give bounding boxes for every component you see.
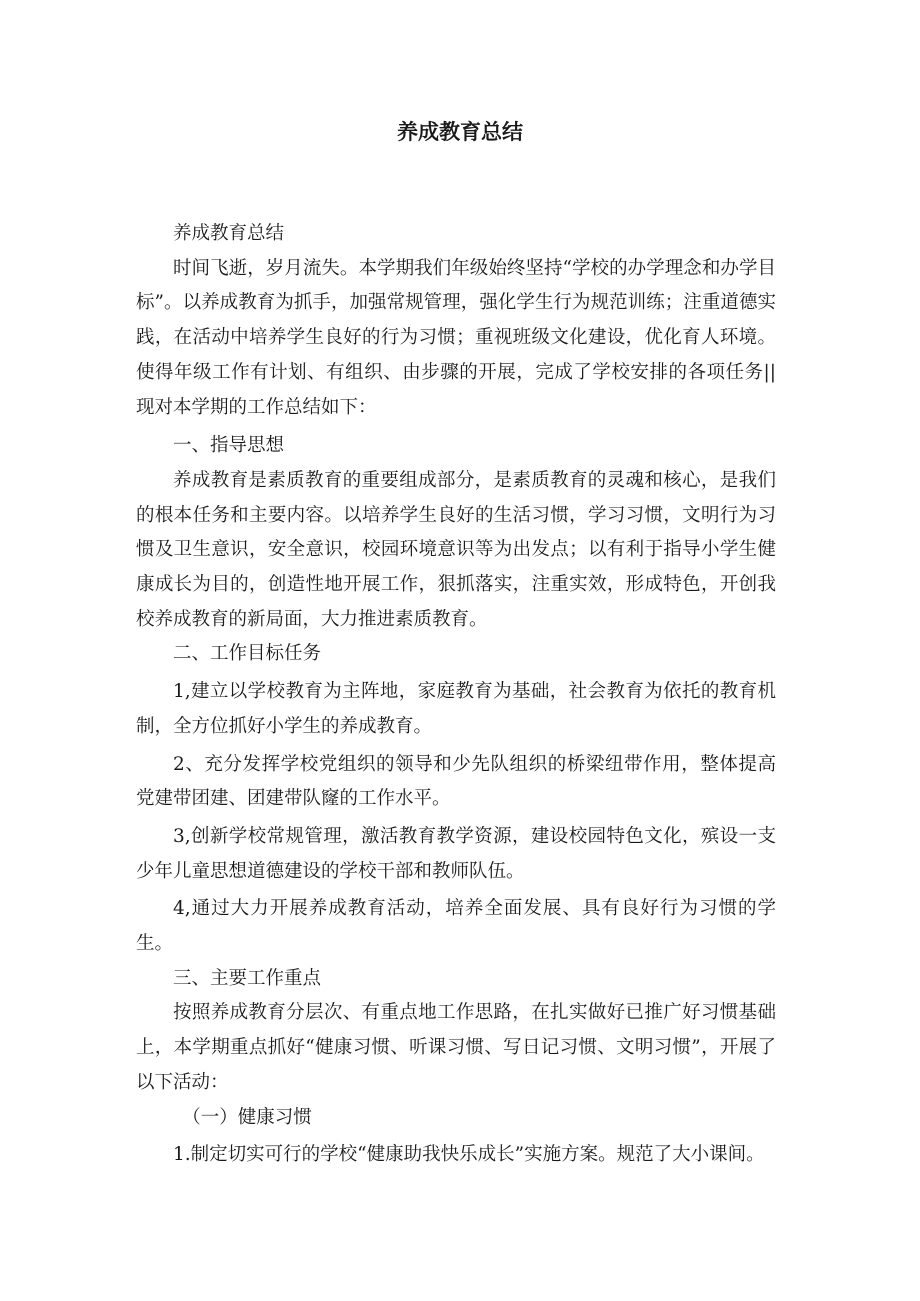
subsection-heading-health-habits: （一）健康习惯 xyxy=(182,1106,312,1128)
goal-item-3: 3,创新学校常规管理，激活教育教学资源，建设校园特色文化，殡设一支少年儿童思想道德建设的学校干部和教师队伍。 xyxy=(136,825,776,882)
key-work-paragraph: 按照养成教育分层次、有重点地工作思路，在扎实做好已推广好习惯基础上，本学期重点抓好“健康习惯、听课习惯、写日记习惯、文明习惯”，开展了以下活动： xyxy=(136,1002,776,1093)
subtitle-paragraph: 养成教育总结 xyxy=(173,223,285,244)
health-item-1: 1.制定切实可行的学校“健康助我快乐成长”实施方案。规范了大小课间。 xyxy=(173,1144,765,1166)
section-heading-key-work: 三、主要工作重点 xyxy=(173,967,322,989)
goal-item-1: 1,建立以学校教育为主阵地，家庭教育为基础，社会教育为依托的教育机制，全方位抓好小学生的养成教育。 xyxy=(136,681,776,737)
guiding-ideology-paragraph: 养成教育是素质教育的重要组成部分，是素质教育的灵魂和核心，是我们的根本任务和主要内容。以培养学生良好的生活习惯，学习习惯，文明行为习惯及卫生意识，安全意识，校园环境意识等为出发点；以有利于指导小学生健康成长为目的，创造性地开展工作，狠抓落实，注重实效，形成特色，开创我校养成教育的新局面，大力推进素质教育。 xyxy=(136,469,776,630)
section-heading-guiding-ideology: 一、指导思想 xyxy=(173,435,285,457)
section-heading-goals: 二、工作目标任务 xyxy=(173,643,322,665)
goal-item-2: 2、充分发挥学校党组织的领导和少先队组织的桥梁纽带作用，整体提高党建带团建、团建带队窿的工作水平。 xyxy=(136,753,776,810)
intro-paragraph: 时间飞逝，岁月流失。本学期我们年级始终坚持“学校的办学理念和办学目标”。以养成教育为抓手，加强常规管理，强化学生行为规范训练；注重道德实践，在活动中培养学生良好的行为习惯；重视班级文化建设，优化育人环境。使得年级工作有计划、有组织、由步骤的开展，完成了学校安排的各项任务||现对本学期的工作总结如下： xyxy=(136,257,776,418)
document-title: 养成教育总结 xyxy=(397,120,523,144)
goal-item-4: 4,通过大力开展养成教育活动，培养全面发展、具有良好行为习惯的学生。 xyxy=(136,898,776,955)
document-body xyxy=(136,217,776,1173)
